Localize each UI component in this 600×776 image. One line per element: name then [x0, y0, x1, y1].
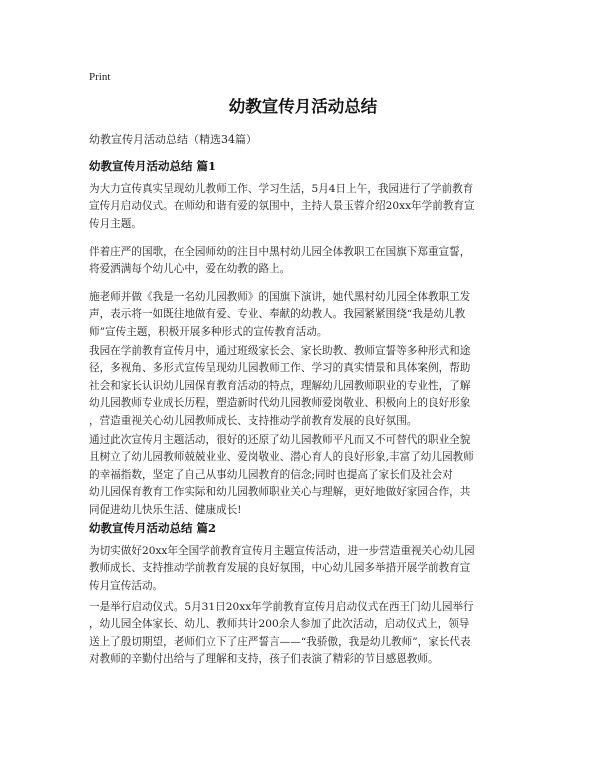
text-line: 师”宣传主题，积极开展多种形式的宣传教育活动。 — [89, 325, 328, 338]
section-2-paragraph-2 — [89, 599, 517, 669]
section-heading-2: 幼教宣传月活动总结 篇2 — [89, 521, 217, 535]
document-subtitle: 幼教宣传月活动总结（精选34篇） — [89, 133, 257, 146]
text-line: ，营造重视关心幼儿园教师成长、支持推动学前教育发展的良好氛围。 — [89, 414, 418, 427]
text-line: 的幸福指数，坚定了自己从事幼儿园教育的信念;同时也提高了家长们及社会对 — [89, 468, 453, 481]
text-line: 对教师的辛勤付出给与了理解和支持，孩子们表演了精彩的节目感恩教师。 — [89, 653, 439, 666]
section-1-paragraph-4 — [89, 343, 517, 430]
text-line: 幼儿园保育教育工作实际和幼儿园教师职业关心与理解，更好地做好家园合作，共 — [89, 486, 471, 499]
section-1-paragraph-5 — [89, 432, 517, 519]
section-1-paragraph-3 — [89, 289, 517, 341]
page-title: 幼教宣传月活动总结 — [228, 97, 378, 116]
text-line: 宣传月启动仪式。在师幼和谐有爱的氛围中，主持人景玉蓉介绍20xx年学前教育宣 — [89, 200, 475, 213]
text-line: 社会和家长认识幼儿园保育教育活动的特点，理解幼儿园教师职业的专业性，了解 — [89, 379, 471, 392]
text-line: 施老师并做《我是一名幼儿园教师》的国旗下演讲，她代黑村幼儿园全体教职工发 — [89, 291, 471, 303]
text-line: 同促进幼儿快乐生活、健康成长! — [89, 503, 242, 516]
section-1-paragraph-2 — [89, 244, 517, 279]
text-line: 径，多视角、多形式宣传呈现幼儿园教师工作、学习的真实情景和具体案例，帮助 — [89, 362, 471, 375]
text-line: 为大力宣传真实呈现幼儿教师工作、学习生活，5月4日上午，我园进行了学前教育 — [89, 183, 474, 195]
section-2-paragraph-1 — [89, 543, 517, 595]
text-line: 教师成长、支持推动学前教育发展的良好氛围，中心幼儿园多举措开展学前教育宣 — [89, 562, 471, 575]
text-line: 一是举行启动仪式。5月31日20xx年学前教育宣传月启动仪式在西王门幼儿园举行 — [89, 601, 474, 613]
text-line: 幼儿园教师专业成长历程，塑造新时代幼儿园教师爱岗敬业、积极向上的良好形象 — [89, 397, 471, 410]
text-line: 送上了殷切期望，老师们立下了庄严誓言——“我骄傲，我是幼儿教师”，家长代表 — [89, 635, 471, 648]
text-line: 传月主题。 — [89, 217, 142, 230]
text-line: 伴着庄严的国歌，在全园师幼的注目中黑村幼儿园全体教职工在国旗下郑重宣誓， — [89, 246, 471, 258]
text-line: 通过此次宣传月主题活动，很好的还原了幼儿园教师平凡而又不可替代的职业全貌 — [89, 434, 471, 446]
text-line: 将爱洒满每个幼儿心中，爱在幼教的路上。 — [89, 263, 291, 276]
section-heading-1: 幼教宣传月活动总结 篇1 — [89, 159, 217, 173]
print-link[interactable]: Print — [89, 71, 111, 83]
section-1-paragraph-1 — [89, 181, 517, 233]
text-line: 声，表示将一如既往地做有爱、专业、奉献的幼教人。我园紧紧围绕“我是幼儿教 — [89, 308, 466, 321]
text-line: 且树立了幼儿园教师兢兢业业、爱岗敬业、潜心育人的良好形象,丰富了幼儿园教师 — [89, 451, 474, 464]
text-line: ，幼儿园全体家长、幼儿、教师共计200余人参加了此次活动，启动仪式上，领导 — [89, 618, 470, 631]
text-line: 我园在学前教育宣传月中，通过班级家长会、家长助教、教师宣誓等多种形式和途 — [89, 345, 471, 357]
text-line: 传月宣传活动。 — [89, 579, 164, 592]
text-line: 为切实做好20xx年全国学前教育宣传月主题宣传活动，进一步营造重视关心幼儿园 — [89, 545, 475, 557]
